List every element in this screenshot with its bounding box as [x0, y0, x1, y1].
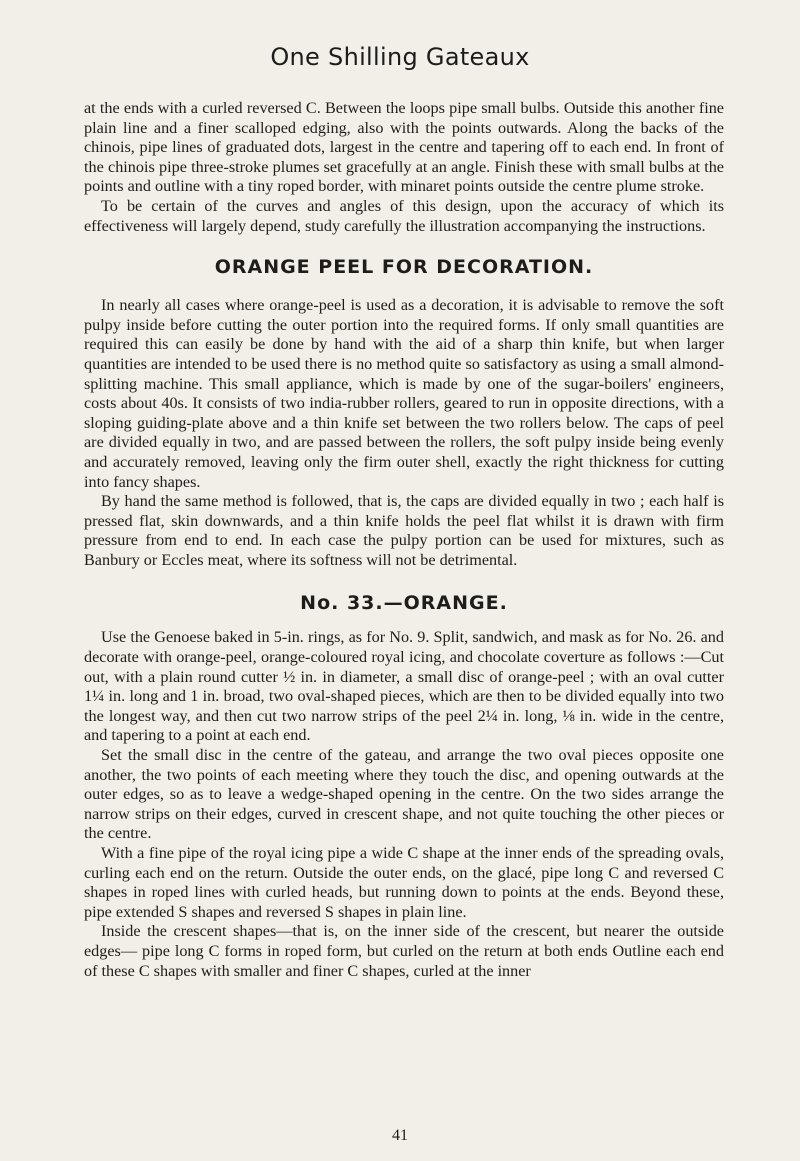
paragraph: at the ends with a curled reversed C. Between the loops pipe small bulbs. Outside this another fine plain line and a finer scalloped edging, also with the points outwards. Along the backs of the chinois, pipe lines of graduated dots, largest in the centre and tapering off to each end. In front of the chinois pipe three-stroke plumes set gracefully at an angle. Finish these with small bulbs at the points and outline with a tiny roped border, with minaret points outside the centre plume stroke. — [84, 99, 724, 196]
section-heading-no33: No. 33.—ORANGE. — [300, 592, 508, 615]
running-head: One Shilling Gateaux — [270, 43, 530, 71]
paragraph: Inside the crescent shapes—that is, on the inner side of the crescent, but nearer the outside edges— pipe long C forms in roped form, but curled on the return at both ends Outline each end of these C shapes with smaller and finer C shapes, curled at the inner — [84, 922, 724, 980]
page-number: 41 — [392, 1127, 408, 1144]
paragraph: Set the small disc in the centre of the gateau, and arrange the two oval pieces opposite one another, the two points of each meeting where they touch the disc, and opening outwards at the outer edges, so as to leave a wedge-shaped opening in the centre. On the two sides arrange the narrow strips on their edges, curved in crescent shape, and not quite touching the other pieces or the centre. — [84, 746, 724, 843]
body-text — [84, 99, 724, 981]
paragraph: With a fine pipe of the royal icing pipe a wide C shape at the inner ends of the spreading ovals, curling each end on the return. Outside the outer ends, on the glacé, pipe long C and reversed C shapes in roped lines with curled heads, but running down to points at the ends. Beyond these, pipe extended S shapes and reversed S shapes in plain line. — [84, 844, 724, 921]
paragraph: In nearly all cases where orange-peel is used as a decoration, it is advisable to remove the soft pulpy inside before cutting the outer portion into the required forms. If only small quantities are required this can easily be done by hand with the aid of a sharp thin knife, but when larger quantities are intended to be used there is no method quite so satisfactory as using a small almond-splitting machine. This small appliance, which is made by one of the sugar-boilers' engineers, costs about 40s. It consists of two india-rubber rollers, geared to run in opposite directions, with a sloping guiding-plate above and a thin knife set between the two rollers below. The caps of peel are divided equally in two, and are passed between the rollers, the soft pulpy inside being evenly and accurately removed, leaving only the firm outer shell, exactly the right thickness for cutting into fancy shapes. — [84, 296, 724, 491]
paragraph: By hand the same method is followed, that is, the caps are divided equally in two ; each half is pressed flat, skin downwards, and a thin knife holds the peel flat whilst it is drawn with firm pressure from end to end. In each case the pulpy portion can be used for mixtures, such as Banbury or Eccles meat, where its softness will not be detrimental. — [84, 492, 724, 569]
section-heading-orange-peel: ORANGE PEEL FOR DECORATION. — [214, 256, 594, 279]
paragraph: To be certain of the curves and angles of this design, upon the accuracy of which its effectiveness will largely depend, study carefully the illustration accompanying the instructions. — [84, 196, 724, 235]
paragraph: Use the Genoese baked in 5-in. rings, as for No. 9. Split, sandwich, and mask as for No. 26. and decorate with orange-peel, orange-coloured royal icing, and chocolate coverture as follows :—Cut out, with a plain round cutter ½ in. in diameter, a small disc of orange-peel ; with an oval cutter 1¼ in. long and 1 in. broad, two oval-shaped pieces, which are then to be divided equally into two the longest way, and then cut two narrow strips of the peel 2¼ in. long, ⅛ in. wide in the centre, and tapering to a point at each end. — [84, 628, 724, 745]
